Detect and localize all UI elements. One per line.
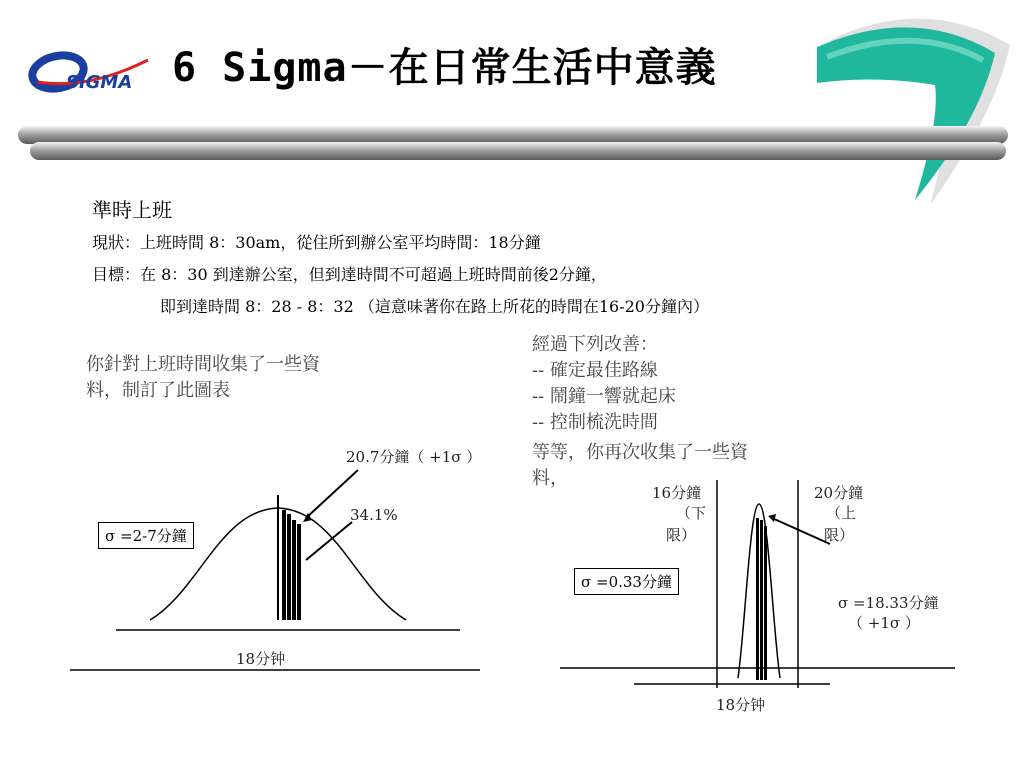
right-sigma-plus-1: σ =18.33分鐘 [838, 594, 939, 612]
note-left-1: 你針對上班時間收集了一些資 [86, 354, 320, 375]
left-bar-3 [292, 520, 296, 620]
right-lower-limit-3: 限） [666, 526, 697, 544]
header-divider-bar [0, 118, 1024, 170]
right-bar-1 [756, 518, 759, 680]
left-label-plus-sigma: 20.7分鐘（ +1σ ） [346, 448, 482, 466]
right-upper-limit-1: 20分鐘 [814, 484, 864, 502]
right-upper-limit-2: （上 [826, 504, 857, 522]
note-right-4: -- 控制梳洗時間 [532, 412, 658, 433]
left-bar-4 [297, 524, 301, 620]
right-lower-limit-1: 16分鐘 [652, 484, 702, 502]
right-sigma-plus-2: （ +1σ ） [848, 614, 920, 632]
note-right-1: 經過下列改善： [532, 334, 658, 355]
left-x-label: 18分钟 [236, 650, 286, 668]
left-label-percent: 34.1% [350, 506, 398, 524]
decorative-swoosh [805, 5, 1020, 210]
logo-text: SIGMA [66, 72, 133, 93]
note-right-5: 等等，你再次收集了一些資 [532, 442, 748, 463]
right-upper-limit-3: 限） [824, 526, 855, 544]
target-line-2: 即到達時間 8：28 - 8：32 （這意味著你在路上所花的時間在16-20分鐘內） [160, 297, 709, 316]
note-left-2: 料，制訂了此圖表 [86, 380, 230, 401]
section-heading: 準時上班 [92, 198, 172, 222]
target-line: 目標：在 8：30 到達辦公室，但到達時間不可超過上班時間前後2分鐘， [92, 265, 607, 284]
right-arrow-head [768, 514, 776, 522]
right-bar-2 [760, 520, 763, 680]
right-x-label: 18分钟 [716, 696, 766, 714]
left-bar-1 [282, 510, 286, 620]
note-right-6: 料， [532, 468, 568, 489]
right-lower-limit-2: （下 [676, 504, 707, 522]
left-bar-2 [287, 514, 291, 620]
current-state-line: 現狀：上班時間 8：30am，從住所到辦公室平均時間：18分鐘 [92, 233, 541, 252]
page-title: 6 Sigma－在日常生活中意義 [172, 45, 717, 91]
left-sigma-box: σ =2-7分鐘 [98, 522, 194, 549]
right-arrow [772, 518, 830, 544]
right-bar-3 [764, 526, 767, 680]
right-sigma-box: σ =0.33分鐘 [574, 568, 679, 595]
sigma-logo [28, 46, 158, 94]
note-right-3: -- 鬧鐘一響就起床 [532, 386, 676, 407]
note-right-2: -- 確定最佳路線 [532, 360, 658, 381]
